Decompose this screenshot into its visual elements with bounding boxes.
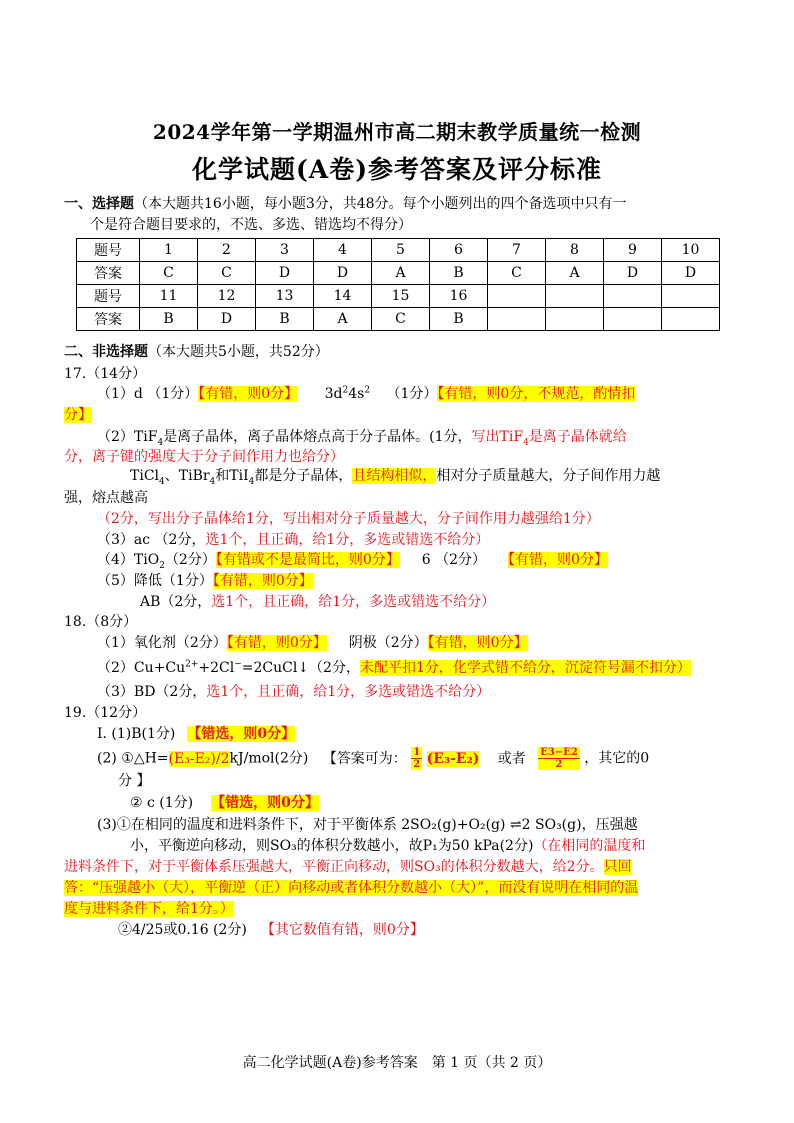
- table-cell: [546, 285, 604, 308]
- table-cell: C: [372, 308, 430, 331]
- q19-ii-line6: ②4/25或0.16 (2分) 【其它数值有错，则0分】: [118, 922, 424, 938]
- table-cell: 2: [198, 239, 256, 262]
- table-cell: [488, 308, 546, 331]
- table-cell: [604, 285, 662, 308]
- section1-desc1: （本大题共16小题，每小题3分，共48分。每个小题列出的四个备选项中只有一: [134, 196, 627, 212]
- table-cell: B: [430, 308, 488, 331]
- table-cell: [662, 308, 720, 331]
- table-cell: 8: [546, 239, 604, 262]
- section2-heading: 二、非选择题: [64, 344, 148, 360]
- q19-ii-line3: 进料条件下，对于平衡体系压强越大，平衡正向移动，则SO₃的体积分数越大，给2分。只回: [64, 859, 632, 875]
- fraction-half: $\frac{1}{2}$: [413, 747, 421, 770]
- table-cell: D: [256, 262, 314, 285]
- q17-part2-score: （2分，写出分子晶体给1分，写出相对分子质量越大，分子间作用力越强给1分）: [97, 511, 600, 527]
- table-cell: D: [198, 308, 256, 331]
- q19-i2-cont: 分 】: [118, 773, 151, 789]
- q18-part2: $(2)Cu+Cu^{2+}+2Cl^-=2CuCl↓(2$分，未配平扣1分，化学式错不给分，沉淀符号漏不扣分）: [97, 659, 691, 676]
- table-cell: D: [662, 262, 720, 285]
- q17-p1-score: （1分）: [386, 386, 438, 402]
- row-label: 答案: [77, 262, 140, 285]
- table-cell: C: [488, 262, 546, 285]
- fraction-e3-e2: $\frac{E3-E2}{2}$: [540, 747, 578, 770]
- section1-line1: [64, 194, 627, 215]
- page-footer: 高二化学试题(A卷)参考答案 第 1 页（共 2 页）: [242, 1055, 552, 1071]
- table-cell: D: [314, 262, 372, 285]
- q19-ii-line2: 小，平衡逆向移动，则SO₃的体积分数越小，故P₁为50 kPa(2分)（在相同的温度和: [130, 838, 646, 854]
- q17-p1-answer: （1）d （1分）: [97, 386, 199, 402]
- table-cell: B: [256, 308, 314, 331]
- q18-part1: （1）氧化剂（2分）【有错，则0分】 阴极（2分）【有错，则0分】: [97, 635, 528, 651]
- table-cell: 12: [198, 285, 256, 308]
- q19-ii-line1: (3)①在相同的温度和进料条件下，对于平衡体系 2SO₂(g)+O₂(g) ⇌2 SO₃(g)，压强越: [97, 817, 638, 833]
- table-cell: A: [314, 308, 372, 331]
- row-label: 题号: [77, 285, 140, 308]
- q17-head: 17.（14分）: [64, 366, 147, 382]
- table-cell: 5: [372, 239, 430, 262]
- q17-part2-explain: TiCl$_4$、TiBr$_4$和TiI$_4$都是分子晶体，且结构相似，相对分子质量越大，分子间作用力越: [130, 468, 661, 487]
- q19-head: 19.（12分）: [64, 705, 147, 721]
- q17-part3: （3）ac （2分，选1个，且正确，给1分，多选或错选不给分）: [97, 532, 490, 548]
- q18-part3: （3）BD（2分，选1个，且正确，给1分，多选或错选不给分）: [97, 684, 491, 700]
- table-cell: 4: [314, 239, 372, 262]
- table-cell: [488, 285, 546, 308]
- q17-part2: （2）TiF$_4$是离子晶体，离子晶体熔点高于分子晶体。(1分，写出TiF$_4$是离子晶体就给: [97, 429, 627, 448]
- q19-i1: I. (1)B(1分) 【错选，则0分】: [97, 726, 296, 742]
- table-row: [77, 308, 720, 331]
- q17-p1-config: $3d^24s^2$: [324, 385, 371, 402]
- q18-head: 18.（8分）: [64, 614, 138, 630]
- section2-line: [64, 342, 329, 363]
- q17-part1: [97, 384, 635, 405]
- table-cell: [604, 308, 662, 331]
- table-cell: 14: [314, 285, 372, 308]
- table-row: [77, 262, 720, 285]
- table-cell: D: [604, 262, 662, 285]
- answer-table: [76, 238, 720, 331]
- row-label: 题号: [77, 239, 140, 262]
- row-label: 答案: [77, 308, 140, 331]
- table-cell: A: [372, 262, 430, 285]
- table-cell: 3: [256, 239, 314, 262]
- q19-ii-line4: 答：“压强越小（大），平衡逆（正）向移动或者体积分数越小（大）”，而没有说明在相同的温: [64, 880, 639, 896]
- table-cell: [662, 285, 720, 308]
- title-line-1: 2024学年第一学期温州市高二期末教学质量统一检测: [152, 120, 642, 144]
- q17-p1-note2: 【有错，则0分，不规范，酌情扣: [437, 386, 636, 402]
- table-cell: C: [198, 262, 256, 285]
- q17-part5: （5）降低（1分）【有错，则0分】: [97, 573, 313, 589]
- q17-part4: （4）TiO$_2$（2分）【有错或不是最简比，则0分】 6 （2分） 【有错，则0分】: [97, 552, 608, 571]
- table-cell: B: [140, 308, 198, 331]
- table-row: [77, 285, 720, 308]
- q17-p1-note2-cont: 分】: [64, 407, 92, 423]
- q19-ii-line5: 度与进料条件下，给1分。）: [64, 901, 234, 917]
- q17-part5-b: AB（2分，选1个，且正确，给1分，多选或错选不给分）: [140, 594, 496, 610]
- section1-heading: 一、选择题: [64, 196, 134, 212]
- title-line-2: 化学试题(A卷)参考答案及评分标准: [191, 155, 603, 184]
- table-cell: A: [546, 262, 604, 285]
- q17-part2-explain-cont: 强，熔点越高: [64, 490, 148, 506]
- q19-i3: ② c (1分) 【错选，则0分】: [130, 795, 319, 811]
- table-cell: 6: [430, 239, 488, 262]
- section1-desc2: 个是符合题目要求的，不选、多选、错选均不得分）: [90, 217, 412, 233]
- q17-p1-note: 【有错，则0分】: [198, 386, 299, 402]
- table-cell: B: [430, 262, 488, 285]
- section2-desc: （本大题共5小题，共52分）: [148, 344, 329, 360]
- table-cell: 11: [140, 285, 198, 308]
- table-cell: 10: [662, 239, 720, 262]
- table-cell: 1: [140, 239, 198, 262]
- table-cell: [546, 308, 604, 331]
- table-cell: 9: [604, 239, 662, 262]
- q17-part2-note: 分，离子键的强度大于分子间作用力也给分）: [64, 449, 344, 465]
- table-row: [77, 239, 720, 262]
- table-cell: 7: [488, 239, 546, 262]
- q19-i2: (2) ①△H=(E₃-E₂)/2kJ/mol(2分) 【答案可为： $\frac{1}{2} (E_3-E_2)$ 或者 $\frac{E3-E2}{2}$ ，其它的0: [97, 747, 650, 770]
- table-cell: C: [140, 262, 198, 285]
- table-cell: 16: [430, 285, 488, 308]
- table-cell: 15: [372, 285, 430, 308]
- table-cell: 13: [256, 285, 314, 308]
